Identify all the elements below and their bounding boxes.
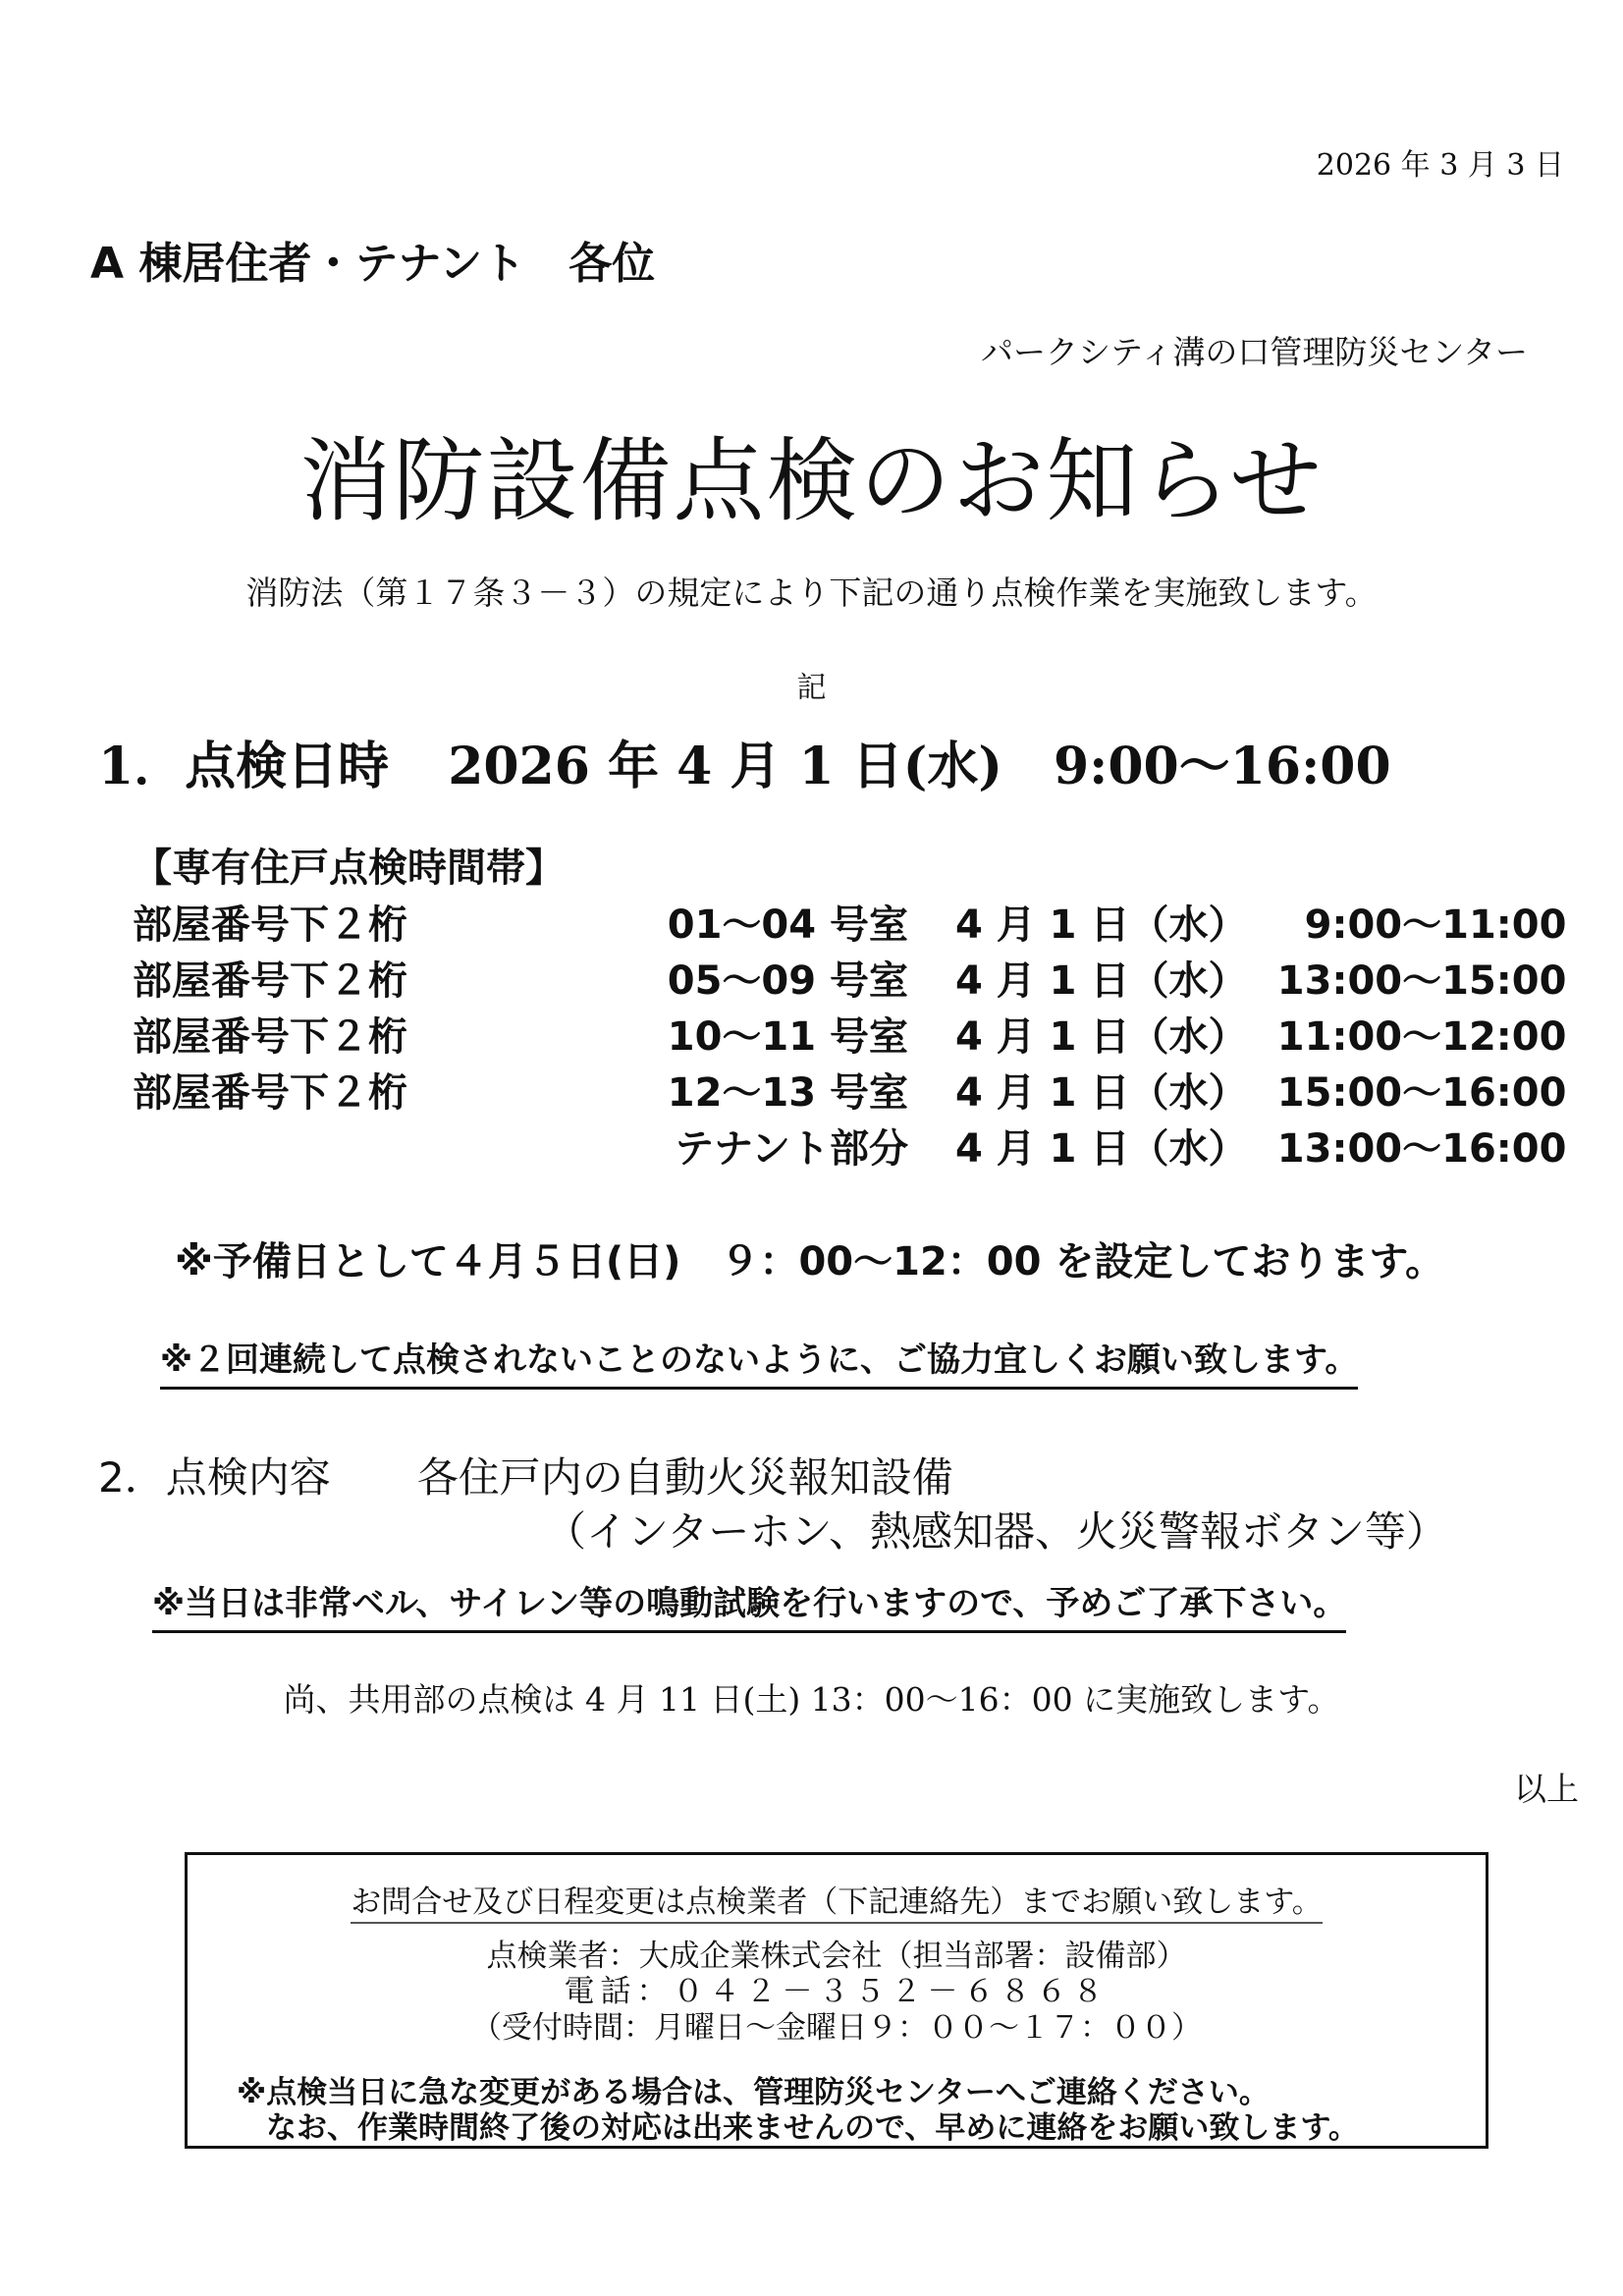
schedule-room-group: 部屋番号下２桁 [133,902,407,948]
schedule-room-group [133,1118,496,1174]
common-area-text: 尚、共用部の点検は 4 月 11 日(土) 13：00～16：00 に実施致します。 [283,1680,1340,1719]
schedule-rooms: 01～04 号室 [667,902,908,948]
schedule-date: 4 月 1 日（水） [955,958,1248,1004]
contact-lead-text: お問合せ及び日程変更は点検業者（下記連絡先）までお願い致します。 [351,1885,1323,1924]
intro-text: 消防法（第１７条３－３）の規定により下記の通り点検作業を実施致します。 [245,574,1378,612]
schedule-row [133,1062,1566,1118]
schedule-time: 11:00～12:00 [1276,1014,1567,1060]
schedule-rooms: テナント部分 [675,1126,908,1172]
schedule-rooms: 12～13 号室 [667,1070,908,1116]
schedule-date: 4 月 1 日（水） [955,902,1248,948]
schedule-room-group: 部屋番号下２桁 [133,1014,407,1060]
contact-box [185,1852,1488,2149]
schedule-table [133,894,1566,1174]
schedule-time: 13:00～16:00 [1276,1126,1567,1172]
schedule-heading: 【専有住戸点検時間帯】 [133,846,565,891]
section2-description: 各住戸内の自動火災報知設備 [416,1453,953,1502]
section2 [98,1446,953,1504]
schedule-row [133,894,1566,950]
section2-sub: （インターホン、熱感知器、火災警報ボタン等） [545,1507,1447,1556]
schedule-rooms: 10～11 号室 [667,1014,908,1060]
contact-company: 点検業者：大成企業株式会社（担当部署：設備部） [486,1939,1187,1974]
end-mark: 以上 [1514,1770,1579,1808]
section1-label: 1．点検日時 [98,737,390,796]
sender: パークシティ溝の口管理防災センター [980,333,1528,371]
schedule-time: 13:00～15:00 [1276,958,1567,1004]
contact-note2: なお、作業時間終了後の対応は出来ませんので、早めに連絡をお願い致します。 [266,2110,1359,2146]
schedule-row [133,1118,1566,1174]
section1 [98,725,1391,798]
schedule-date: 4 月 1 日（水） [955,1070,1248,1116]
schedule-row [133,950,1566,1006]
page-title: 消防設備点検のお知らせ [299,428,1324,534]
schedule-date: 4 月 1 日（水） [955,1126,1248,1172]
schedule-time: 15:00～16:00 [1276,1070,1567,1116]
section2-label: 2．点検内容 [98,1453,331,1502]
schedule-room-group: 部屋番号下２桁 [133,958,407,1004]
contact-phone: 電話：０４２－３５２－６８６８ [564,1974,1109,2009]
schedule-rooms: 05～09 号室 [667,958,908,1004]
contact-note1: ※点検当日に急な変更がある場合は、管理防災センターへご連絡ください。 [237,2075,1270,2110]
section1-datetime: 2026 年 4 月 1 日(水) 9:00～16:00 [448,737,1391,796]
addressee: A 棟居住者・テナント 各位 [90,239,656,289]
schedule-room-group: 部屋番号下２桁 [133,1070,407,1116]
schedule-time: 9:00～11:00 [1304,902,1567,948]
bell-note: ※当日は非常ベル、サイレン等の鳴動試験を行いますので、予めご了承下さい。 [152,1576,1346,1633]
contact-hours: （受付時間：月曜日～金曜日９：００～１７：００） [471,2010,1202,2046]
ki-marker: 記 [796,671,827,705]
reserve-day-text: ※予備日として４月５日(日) ９：00～12：00 を設定しております。 [175,1239,1445,1285]
consecutive-note: ※２回連続して点検されないことのないように、ご協力宜しくお願い致します。 [160,1333,1358,1390]
notice-date: 2026 年 3 月 3 日 [1316,148,1564,183]
schedule-row [133,1006,1566,1062]
schedule-date: 4 月 1 日（水） [955,1014,1248,1060]
contact-lead [188,1877,1486,1921]
